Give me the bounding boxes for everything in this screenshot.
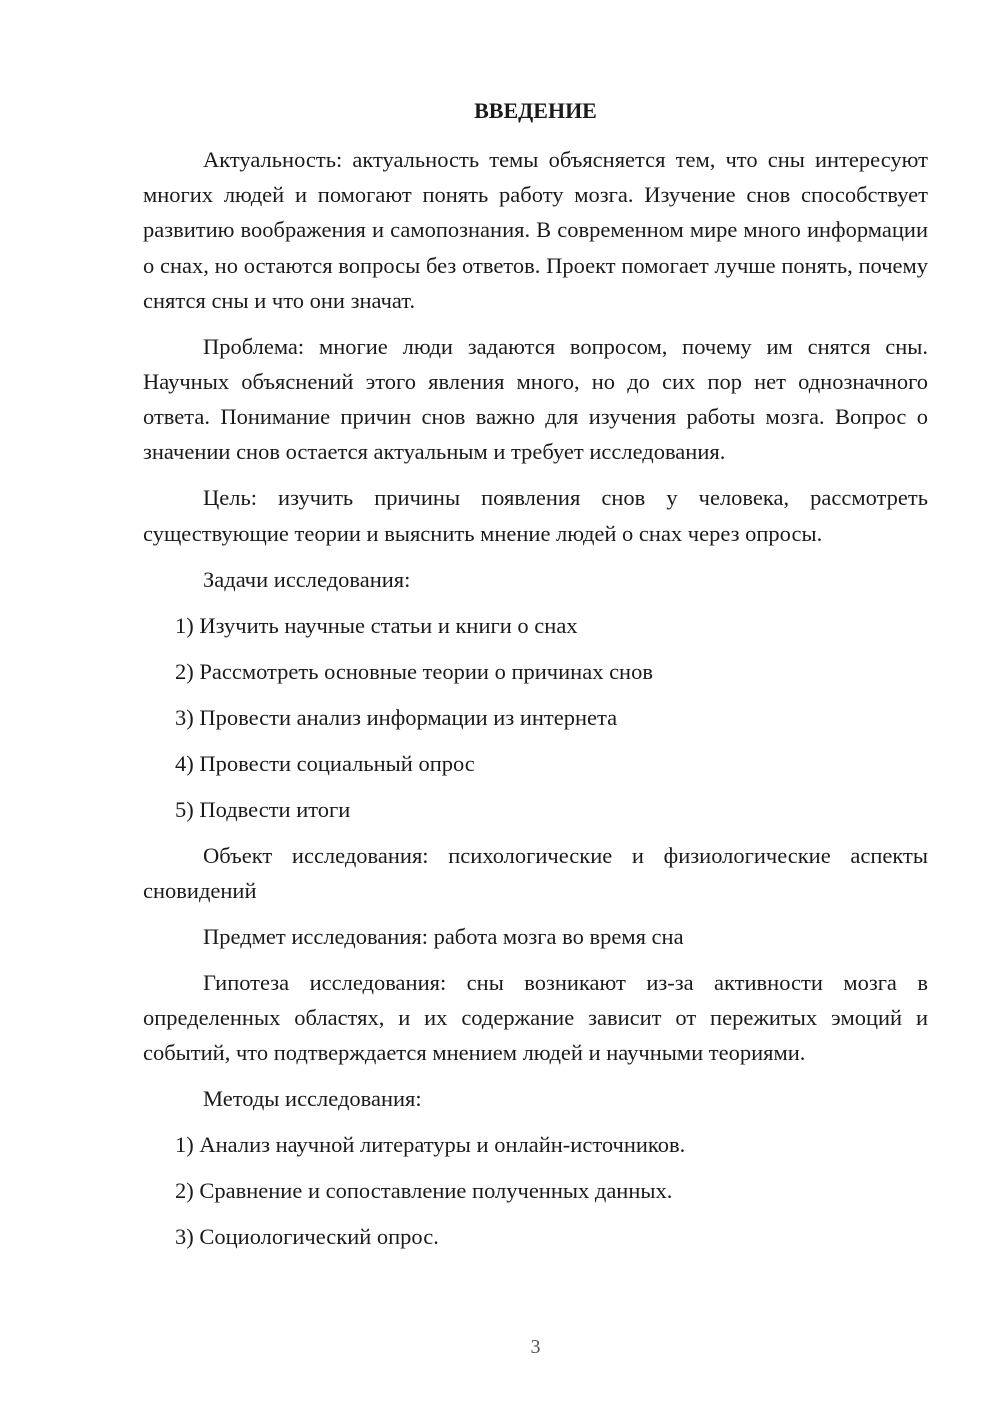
task-item: 2) Рассмотреть основные теории о причинах снов [175, 658, 653, 684]
paragraph-goal: Цель: изучить причины появления снов у человека, рассмотреть существующие теории и выяснить мнение людей о снах через опросы. [143, 485, 928, 546]
task-item: 5) Подвести итоги [175, 796, 351, 822]
document-body [143, 142, 928, 1265]
paragraph-subject: Предмет исследования: работа мозга во время сна [203, 923, 684, 949]
methods-heading: Методы исследования: [203, 1086, 422, 1112]
page-number: 3 [530, 1336, 541, 1358]
task-item: 4) Провести социальный опрос [175, 750, 475, 776]
section-heading: ВВЕДЕНИЕ [474, 98, 597, 123]
task-item: 3) Провести анализ информации из интернета [175, 704, 618, 730]
method-item: 2) Сравнение и сопоставление полученных данных. [175, 1178, 673, 1204]
method-item: 1) Анализ научной литературы и онлайн-источников. [175, 1132, 686, 1158]
paragraph-relevance: Актуальность: актуальность темы объясняется тем, что сны интересуют многих людей и помогают понять работу мозга. Изучение снов способствует развитию воображения и самопознания. В современном мире много информации о снах, но остаются вопросы без ответов. Проект помогает лучше понять, почему снятся сны и что они значат. [143, 147, 928, 313]
paragraph-hypothesis: Гипотеза исследования: сны возникают из-за активности мозга в определенных областях, и их содержание зависит от пережитых эмоций и событий, что подтверждается мнением людей и научными теориями. [143, 969, 928, 1066]
paragraph-problem: Проблема: многие люди задаются вопросом, почему им снятся сны. Научных объяснений этого явления много, но до сих пор нет однозначного ответа. Понимание причин снов важно для изучения работы мозга. Вопрос о значении снов остается актуальным и требует исследования. [143, 333, 928, 465]
paragraph-object: Объект исследования: психологические и физиологические аспекты сновидений [143, 842, 928, 903]
document-page [143, 0, 928, 1414]
task-item: 1) Изучить научные статьи и книги о снах [175, 612, 578, 638]
method-item: 3) Социологический опрос. [175, 1224, 439, 1250]
tasks-heading: Задачи исследования: [203, 566, 411, 592]
